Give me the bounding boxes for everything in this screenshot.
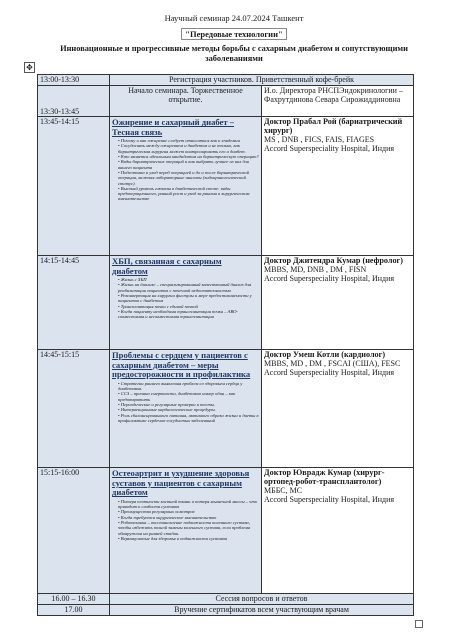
row-time: 13:30-13:45 <box>38 86 110 117</box>
seminar-theme: "Передовые технологии" <box>0 29 468 39</box>
list-item: • Почему и как ожирение следует относиться как к эпидемии <box>118 138 259 143</box>
row-full: Сессия вопросов и ответов <box>110 594 414 605</box>
row-topic <box>110 468 262 594</box>
row-time: 14:15-14:45 <box>38 256 110 350</box>
row-time: 17.00 <box>38 605 110 616</box>
list-item: • Когда требуется хирургическое вмешательство <box>118 515 259 520</box>
seminar-title: Инновационные и прогрессивные методы борьбы с сахарным диабетом и сопутствующими заболеваниями <box>60 44 408 63</box>
resize-handle[interactable] <box>415 620 423 628</box>
topic-title: Проблемы с сердцем у пациентов с сахарным диабетом – меры предосторожности и профилактика <box>112 350 251 380</box>
topic-title: Остеоартрит и ухудшение здоровья суставов у пациентов с сахарным диабетом <box>112 468 250 498</box>
list-item: • Вермикулитые для здоровья и подвижности суставов <box>118 536 259 541</box>
list-item: • Когда пациенту необходима трансплантация почки – АВО-совместимая и несовместимая трансплантация <box>118 309 259 320</box>
list-item: • Виды бариатрических операций и как выбрать лучшее из них для вашего пациента <box>118 159 259 170</box>
list-item: • Реконвертация на хирургии фистулы и мере предоставляемости у пациентов с диабетом <box>118 293 259 304</box>
list-item: • Периодические и регулярные проверки и тесты. <box>118 402 259 407</box>
row-time: 15:15-16:00 <box>38 468 110 594</box>
topic-bullets <box>112 499 259 541</box>
list-item: • Потеря плотности костной ткани и потеря мышечной массы – что приводит к слабости суставов <box>118 499 259 510</box>
list-item: • Сосудосвязь между ожирением и диабетом и не только, как бариатрическая хирургия может контролировать его и диабет. <box>118 143 259 154</box>
list-item: • Жизнь с ХБП <box>118 277 259 282</box>
topic-bullets <box>112 138 259 202</box>
list-item: • Кто является идеальным кандидатом на бариатрическую операцию? <box>118 154 259 159</box>
list-item: • Жизнь на диализе – специализированный качественный диализ для реабилитации пациентов с почечной недостаточностью <box>118 282 259 293</box>
list-item: • Подготовка и уход перед операцией и до и после бариатрической операции, включая лабораторные анализы (эндокринологический статус). <box>118 170 259 186</box>
list-item: • ССЗ – причина смертности, диабетиков номер один – как предотвратить <box>118 391 259 402</box>
row-speaker: Доктор Прабал Рой (бариатрический хирург) MS , DNB , FICS, FAIS, FIAGES Accord Superspeciality Hospital, Индия <box>262 117 414 256</box>
row-full: Вручение сертификатов всем участвующим врачам <box>110 605 414 616</box>
table-row <box>38 256 414 350</box>
table-row <box>38 605 414 616</box>
list-item: • Стратегии раннего выявления проблем со здоровьем сердца у диабетиков. <box>118 381 259 392</box>
row-topic <box>110 117 262 256</box>
table-row <box>38 468 414 594</box>
table-row <box>38 86 414 117</box>
topic-bullets <box>112 277 259 319</box>
list-item: • Трансплантация почки с единой почкой <box>118 304 259 309</box>
table-row <box>38 350 414 468</box>
row-time: 16.00 – 16.30 <box>38 594 110 605</box>
list-item: • Роботехника – восстановление подвижности коленного сустава, чтобы избежать полной замены коленного сустава, если проблема обнаружена на ранней стадии. <box>118 520 259 536</box>
row-full: Регистрация участников. Приветственный кофе-брейк <box>110 75 414 86</box>
row-speaker: И.о. Директора РНСПЭндокринологии – Фахрутдинова Севара Сирожиддиновна <box>262 86 414 117</box>
row-topic: Начало семинара. Торжественное открытие. <box>110 86 262 117</box>
list-item: • Интервенционные кардиологические процедуры. <box>118 407 259 412</box>
row-topic <box>110 350 262 468</box>
move-icon[interactable]: ✥ <box>24 62 35 73</box>
table-row <box>38 117 414 256</box>
seminar-date-line: Научный семинар 24.07.2024 Ташкент <box>164 13 304 23</box>
row-speaker: Доктор Джитендра Кумар (нефролог) MBBS, MD, DNB , DM , FISN Accord Superspeciality Hospital, Индия <box>262 256 414 350</box>
table-row <box>38 594 414 605</box>
list-item: • Роль сбалансированного питания, активного образа жизни и диеты в профилактике сердечно-сосудистых заболеваний <box>118 413 259 424</box>
row-time: 14:45-15:15 <box>38 350 110 468</box>
row-speaker: Доктор Умеш Котли (кардиолог) MBBS, MD , DM , FSCAI (США), FESC Accord Superspeciality Hospital, Индия <box>262 350 414 468</box>
row-time: 13:00-13:30 <box>38 75 110 86</box>
table-row <box>38 75 414 86</box>
list-item: • Преимущества регулярных осмотров <box>118 509 259 514</box>
topic-title: Ожирение и сахарный диабет – Тесная связь <box>112 117 235 137</box>
row-time: 13:45-14:15 <box>38 117 110 256</box>
topic-bullets <box>112 381 259 423</box>
topic-title: ХБП, связанная с сахарным диабетом <box>112 256 222 276</box>
program-table <box>37 74 414 616</box>
row-topic <box>110 256 262 350</box>
row-speaker: Доктор Юврадж Кумар (хирург-ортопед-робот-трансплантолог) МББС, МС Accord Superspeciality Hospital, Индия <box>262 468 414 594</box>
list-item: • Высокий уровень глюкозы в диабетической стопе: виды предоперационного, ранний рост и увод за ранами в хирургическом вмешательстве <box>118 186 259 202</box>
